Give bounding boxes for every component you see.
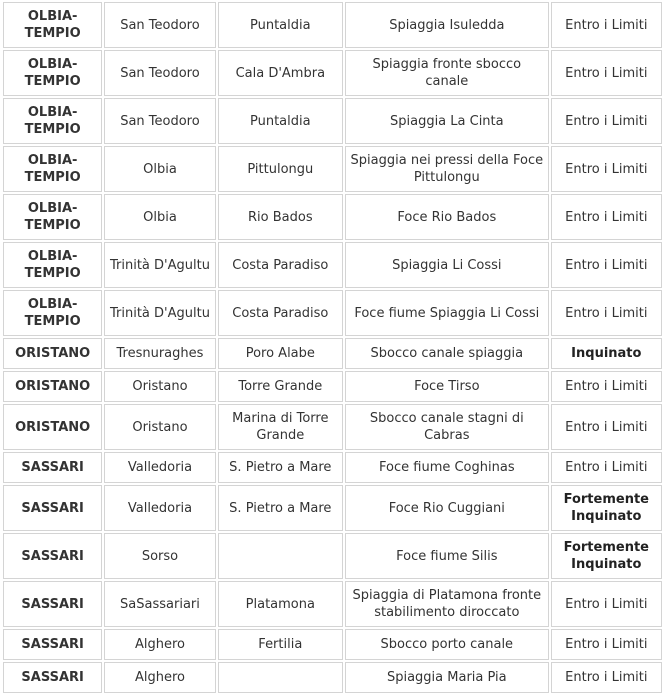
province-cell: OLBIA- TEMPIO	[3, 242, 102, 288]
province-cell: OLBIA- TEMPIO	[3, 194, 102, 240]
table-row	[3, 629, 662, 660]
sampling-point-cell: Foce Rio Cuggiani	[345, 485, 549, 531]
municipality-cell: Trinità D'Agultu	[104, 242, 215, 288]
table-row	[3, 338, 662, 369]
sampling-point-cell: Spiaggia Maria Pia	[345, 662, 549, 693]
locality-cell: Marina di Torre Grande	[218, 404, 343, 450]
table-row	[3, 533, 662, 579]
table-row	[3, 242, 662, 288]
locality-cell: Cala D'Ambra	[218, 50, 343, 96]
locality-cell: S. Pietro a Mare	[218, 452, 343, 483]
table-row	[3, 404, 662, 450]
status-cell: Entro i Limiti	[551, 146, 662, 192]
status-cell: Fortemente Inquinato	[551, 533, 662, 579]
status-cell: Entro i Limiti	[551, 452, 662, 483]
province-cell: SASSARI	[3, 581, 102, 627]
table-row	[3, 146, 662, 192]
locality-cell: Puntaldia	[218, 2, 343, 48]
status-cell: Entro i Limiti	[551, 404, 662, 450]
status-cell: Entro i Limiti	[551, 242, 662, 288]
locality-cell: Torre Grande	[218, 371, 343, 402]
province-cell: ORISTANO	[3, 371, 102, 402]
sampling-point-cell: Foce Tirso	[345, 371, 549, 402]
sampling-point-cell: Spiaggia La Cinta	[345, 98, 549, 144]
locality-cell: Platamona	[218, 581, 343, 627]
sampling-point-cell: Sbocco canale stagni di Cabras	[345, 404, 549, 450]
sampling-point-cell: Sbocco porto canale	[345, 629, 549, 660]
municipality-cell: Sorso	[104, 533, 215, 579]
locality-cell: Puntaldia	[218, 98, 343, 144]
municipality-cell: Olbia	[104, 194, 215, 240]
table-row	[3, 485, 662, 531]
sampling-point-cell: Spiaggia di Platamona fronte stabilimento diroccato	[345, 581, 549, 627]
province-cell: SASSARI	[3, 533, 102, 579]
status-cell: Entro i Limiti	[551, 662, 662, 693]
municipality-cell: San Teodoro	[104, 2, 215, 48]
status-cell: Entro i Limiti	[551, 2, 662, 48]
locality-cell	[218, 533, 343, 579]
status-cell: Entro i Limiti	[551, 581, 662, 627]
province-cell: ORISTANO	[3, 404, 102, 450]
status-cell: Entro i Limiti	[551, 98, 662, 144]
province-cell: ORISTANO	[3, 338, 102, 369]
municipality-cell: San Teodoro	[104, 98, 215, 144]
table-row	[3, 98, 662, 144]
province-cell: SASSARI	[3, 662, 102, 693]
table-row	[3, 290, 662, 336]
sampling-point-cell: Sbocco canale spiaggia	[345, 338, 549, 369]
municipality-cell: Tresnuraghes	[104, 338, 215, 369]
locality-cell: Rio Bados	[218, 194, 343, 240]
locality-cell	[218, 662, 343, 693]
sampling-point-cell: Foce fiume Spiaggia Li Cossi	[345, 290, 549, 336]
table-row	[3, 2, 662, 48]
locality-cell: S. Pietro a Mare	[218, 485, 343, 531]
results-table	[1, 0, 664, 695]
locality-cell: Costa Paradiso	[218, 242, 343, 288]
results-table-body	[3, 2, 662, 693]
municipality-cell: San Teodoro	[104, 50, 215, 96]
municipality-cell: Oristano	[104, 371, 215, 402]
table-row	[3, 194, 662, 240]
province-cell: OLBIA- TEMPIO	[3, 98, 102, 144]
sampling-point-cell: Spiaggia Li Cossi	[345, 242, 549, 288]
status-cell: Entro i Limiti	[551, 290, 662, 336]
municipality-cell: Valledoria	[104, 485, 215, 531]
sampling-point-cell: Spiaggia nei pressi della Foce Pittulongu	[345, 146, 549, 192]
table-row	[3, 452, 662, 483]
municipality-cell: Olbia	[104, 146, 215, 192]
municipality-cell: Alghero	[104, 662, 215, 693]
status-cell: Entro i Limiti	[551, 194, 662, 240]
sampling-point-cell: Foce fiume Coghinas	[345, 452, 549, 483]
municipality-cell: Oristano	[104, 404, 215, 450]
sampling-point-cell: Spiaggia Isuledda	[345, 2, 549, 48]
province-cell: SASSARI	[3, 485, 102, 531]
locality-cell: Pittulongu	[218, 146, 343, 192]
status-cell: Entro i Limiti	[551, 50, 662, 96]
municipality-cell: Alghero	[104, 629, 215, 660]
province-cell: OLBIA- TEMPIO	[3, 146, 102, 192]
status-cell: Entro i Limiti	[551, 629, 662, 660]
locality-cell: Costa Paradiso	[218, 290, 343, 336]
table-row	[3, 662, 662, 693]
status-cell: Fortemente Inquinato	[551, 485, 662, 531]
table-row	[3, 581, 662, 627]
locality-cell: Fertilia	[218, 629, 343, 660]
province-cell: SASSARI	[3, 629, 102, 660]
status-cell: Entro i Limiti	[551, 371, 662, 402]
sampling-point-cell: Foce Rio Bados	[345, 194, 549, 240]
province-cell: SASSARI	[3, 452, 102, 483]
sampling-point-cell: Spiaggia fronte sbocco canale	[345, 50, 549, 96]
municipality-cell: Valledoria	[104, 452, 215, 483]
status-cell: Inquinato	[551, 338, 662, 369]
province-cell: OLBIA- TEMPIO	[3, 2, 102, 48]
table-row	[3, 50, 662, 96]
province-cell: OLBIA- TEMPIO	[3, 290, 102, 336]
municipality-cell: SaSassariari	[104, 581, 215, 627]
locality-cell: Poro Alabe	[218, 338, 343, 369]
table-row	[3, 371, 662, 402]
sampling-point-cell: Foce fiume Silis	[345, 533, 549, 579]
province-cell: OLBIA- TEMPIO	[3, 50, 102, 96]
municipality-cell: Trinità D'Agultu	[104, 290, 215, 336]
